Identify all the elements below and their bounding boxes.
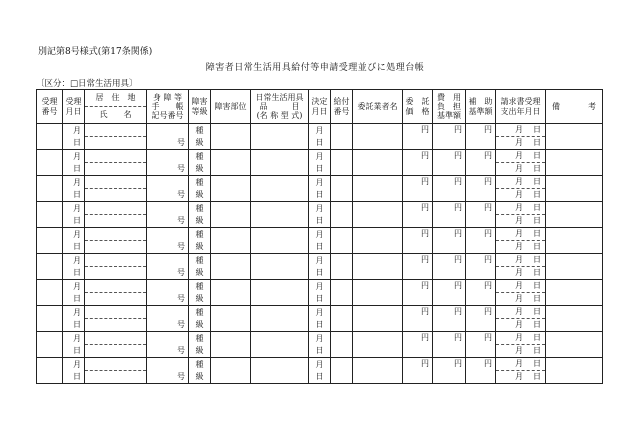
header-receipt-no: 受理 番号 [37,90,63,124]
decision-date-cell[interactable]: 月 日 [309,176,331,202]
receipt-no-cell[interactable] [37,124,63,150]
cert-no-cell[interactable]: 号 [147,202,189,228]
grade-cell[interactable]: 種 級 [189,358,211,384]
ledger-body [37,124,603,384]
contractor-cell[interactable] [353,228,403,254]
part-cell[interactable] [211,306,251,332]
grant-no-cell[interactable] [331,176,353,202]
part-cell[interactable] [211,358,251,384]
part-cell[interactable] [211,176,251,202]
receipt-date-cell[interactable]: 月 日 [63,150,85,176]
item-cell[interactable] [251,124,309,150]
contract-price-cell[interactable]: 円 [403,202,433,228]
contractor-cell[interactable] [353,306,403,332]
item-cell[interactable] [251,202,309,228]
decision-date-cell[interactable]: 月 日 [309,358,331,384]
contract-price-cell[interactable]: 円 [403,228,433,254]
receipt-no-cell[interactable] [37,202,63,228]
page-title: 障害者日常生活用具給付等申請受理並びに処理台帳 [205,63,425,73]
cost-burden-cell[interactable]: 円 [433,332,466,358]
remarks-cell[interactable] [546,176,603,202]
part-cell[interactable] [211,150,251,176]
contract-price-cell[interactable]: 円 [403,358,433,384]
subsidy-base-cell[interactable]: 円 [466,202,496,228]
part-cell[interactable] [211,280,251,306]
decision-date-cell[interactable]: 月 日 [309,254,331,280]
contract-price-cell[interactable]: 円 [403,150,433,176]
decision-date-cell[interactable]: 月 日 [309,306,331,332]
invoice-date-cell[interactable]: 月 日 月 日 [496,176,546,202]
contractor-cell[interactable] [353,176,403,202]
table-row [37,176,603,202]
grade-cell[interactable]: 種 級 [189,306,211,332]
table-row [37,306,603,332]
header-decision-date: 決定 月日 [309,90,331,124]
invoice-date-cell[interactable]: 月 日 月 日 [496,202,546,228]
header-cert-no: 身 障 等 手 帳 記号番号 [147,90,189,124]
remarks-cell[interactable] [546,202,603,228]
item-cell[interactable] [251,176,309,202]
contractor-cell[interactable] [353,124,403,150]
address-name-cell[interactable] [85,176,147,202]
contractor-cell[interactable] [353,254,403,280]
receipt-date-cell[interactable]: 月 日 [63,306,85,332]
subsidy-base-cell[interactable]: 円 [466,176,496,202]
remarks-cell[interactable] [546,254,603,280]
part-cell[interactable] [211,254,251,280]
decision-date-cell[interactable]: 月 日 [309,280,331,306]
table-row [37,332,603,358]
item-cell[interactable] [251,150,309,176]
header-part: 障害部位 [211,90,251,124]
header-row [37,90,603,124]
contractor-cell[interactable] [353,202,403,228]
table-row [37,150,603,176]
remarks-cell[interactable] [546,306,603,332]
receipt-date-cell[interactable]: 月 日 [63,202,85,228]
cert-no-cell[interactable]: 号 [147,358,189,384]
table-row [37,202,603,228]
item-cell[interactable] [251,280,309,306]
receipt-no-cell[interactable] [37,280,63,306]
header-contract-price: 委 託 価 格 [403,90,433,124]
address-name-cell[interactable] [85,254,147,280]
table-row [37,358,603,384]
subsidy-base-cell[interactable]: 円 [466,332,496,358]
grade-cell[interactable]: 種 級 [189,176,211,202]
grant-no-cell[interactable] [331,202,353,228]
receipt-no-cell[interactable] [37,306,63,332]
header-grade: 障害 等級 [189,90,211,124]
header-contractor: 委託業者名 [353,90,403,124]
part-cell[interactable] [211,124,251,150]
grant-no-cell[interactable] [331,254,353,280]
decision-date-cell[interactable]: 月 日 [309,332,331,358]
receipt-date-cell[interactable]: 月 日 [63,228,85,254]
receipt-date-cell[interactable]: 月 日 [63,124,85,150]
part-cell[interactable] [211,228,251,254]
contract-price-cell[interactable]: 円 [403,254,433,280]
table-row [37,124,603,150]
address-name-cell[interactable] [85,332,147,358]
invoice-date-cell[interactable]: 月 日 月 日 [496,358,546,384]
address-name-cell[interactable] [85,228,147,254]
item-cell[interactable] [251,306,309,332]
cert-no-cell[interactable]: 号 [147,306,189,332]
category-label: 〔区分：□日常生活用具〕 [36,79,138,89]
cost-burden-cell[interactable]: 円 [433,228,466,254]
address-name-cell[interactable] [85,150,147,176]
contractor-cell[interactable] [353,332,403,358]
cost-burden-cell[interactable]: 円 [433,280,466,306]
invoice-date-cell[interactable]: 月 日 月 日 [496,150,546,176]
subsidy-base-cell[interactable]: 円 [466,228,496,254]
cost-burden-cell[interactable]: 円 [433,358,466,384]
address-name-cell[interactable] [85,202,147,228]
grant-no-cell[interactable] [331,124,353,150]
remarks-cell[interactable] [546,124,603,150]
header-address-name: 居 住 地 氏 名 [85,90,147,124]
item-cell[interactable] [251,332,309,358]
contract-price-cell[interactable]: 円 [403,176,433,202]
contractor-cell[interactable] [353,358,403,384]
remarks-cell[interactable] [546,332,603,358]
subsidy-base-cell[interactable]: 円 [466,280,496,306]
cost-burden-cell[interactable]: 円 [433,254,466,280]
grade-cell[interactable]: 種 級 [189,150,211,176]
invoice-date-cell[interactable]: 月 日 月 日 [496,124,546,150]
decision-date-cell[interactable]: 月 日 [309,150,331,176]
cost-burden-cell[interactable]: 円 [433,124,466,150]
address-name-cell[interactable] [85,306,147,332]
header-item: 日常生活用具 品 目 (名 称 型 式) [251,90,309,124]
header-remarks: 備 考 [546,90,603,124]
cert-no-cell[interactable]: 号 [147,254,189,280]
receipt-date-cell[interactable]: 月 日 [63,254,85,280]
grant-no-cell[interactable] [331,150,353,176]
receipt-date-cell[interactable]: 月 日 [63,358,85,384]
subsidy-base-cell[interactable]: 円 [466,124,496,150]
subsidy-base-cell[interactable]: 円 [466,150,496,176]
subsidy-base-cell[interactable]: 円 [466,358,496,384]
grant-no-cell[interactable] [331,228,353,254]
remarks-cell[interactable] [546,228,603,254]
cert-no-cell[interactable]: 号 [147,124,189,150]
receipt-date-cell[interactable]: 月 日 [63,176,85,202]
contractor-cell[interactable] [353,150,403,176]
invoice-date-cell[interactable]: 月 日 月 日 [496,280,546,306]
part-cell[interactable] [211,202,251,228]
grade-cell[interactable]: 種 級 [189,124,211,150]
receipt-date-cell[interactable]: 月 日 [63,280,85,306]
cost-burden-cell[interactable]: 円 [433,202,466,228]
cost-burden-cell[interactable]: 円 [433,306,466,332]
part-cell[interactable] [211,332,251,358]
invoice-date-cell[interactable]: 月 日 月 日 [496,332,546,358]
decision-date-cell[interactable]: 月 日 [309,202,331,228]
address-name-cell[interactable] [85,358,147,384]
cert-no-cell[interactable]: 号 [147,332,189,358]
remarks-cell[interactable] [546,150,603,176]
ledger-table [36,89,603,384]
receipt-no-cell[interactable] [37,228,63,254]
receipt-no-cell[interactable] [37,150,63,176]
header-cost-burden: 費 用 負 担 基準額 [433,90,466,124]
cost-burden-cell[interactable]: 円 [433,176,466,202]
invoice-date-cell[interactable]: 月 日 月 日 [496,306,546,332]
grade-cell[interactable]: 種 級 [189,228,211,254]
item-cell[interactable] [251,228,309,254]
decision-date-cell[interactable]: 月 日 [309,228,331,254]
remarks-cell[interactable] [546,280,603,306]
grant-no-cell[interactable] [331,358,353,384]
invoice-date-cell[interactable]: 月 日 月 日 [496,254,546,280]
grade-cell[interactable]: 種 級 [189,332,211,358]
grade-cell[interactable]: 種 級 [189,280,211,306]
table-row [37,254,603,280]
receipt-no-cell[interactable] [37,254,63,280]
header-invoice: 請求書受理 支出年月日 [496,90,546,124]
grade-cell[interactable]: 種 級 [189,254,211,280]
cert-no-cell[interactable]: 号 [147,228,189,254]
subsidy-base-cell[interactable]: 円 [466,254,496,280]
grade-cell[interactable]: 種 級 [189,202,211,228]
header-receipt-date: 受理 月日 [63,90,85,124]
decision-date-cell[interactable]: 月 日 [309,124,331,150]
grant-no-cell[interactable] [331,306,353,332]
receipt-date-cell[interactable]: 月 日 [63,332,85,358]
receipt-no-cell[interactable] [37,176,63,202]
cert-no-cell[interactable]: 号 [147,280,189,306]
table-row [37,228,603,254]
cost-burden-cell[interactable]: 円 [433,150,466,176]
remarks-cell[interactable] [546,358,603,384]
invoice-date-cell[interactable]: 月 日 月 日 [496,228,546,254]
receipt-no-cell[interactable] [37,358,63,384]
address-name-cell[interactable] [85,124,147,150]
contract-price-cell[interactable]: 円 [403,280,433,306]
address-name-cell[interactable] [85,280,147,306]
form-number: 別記第8号様式(第17条関係) [38,47,153,57]
contractor-cell[interactable] [353,280,403,306]
table-row [37,280,603,306]
header-grant-no: 給付 番号 [331,90,353,124]
grant-no-cell[interactable] [331,280,353,306]
cert-no-cell[interactable]: 号 [147,176,189,202]
contract-price-cell[interactable]: 円 [403,332,433,358]
cert-no-cell[interactable]: 号 [147,150,189,176]
header-subsidy-base: 補 助 基準額 [466,90,496,124]
subsidy-base-cell[interactable]: 円 [466,306,496,332]
item-cell[interactable] [251,254,309,280]
contract-price-cell[interactable]: 円 [403,306,433,332]
grant-no-cell[interactable] [331,332,353,358]
contract-price-cell[interactable]: 円 [403,124,433,150]
receipt-no-cell[interactable] [37,332,63,358]
item-cell[interactable] [251,358,309,384]
